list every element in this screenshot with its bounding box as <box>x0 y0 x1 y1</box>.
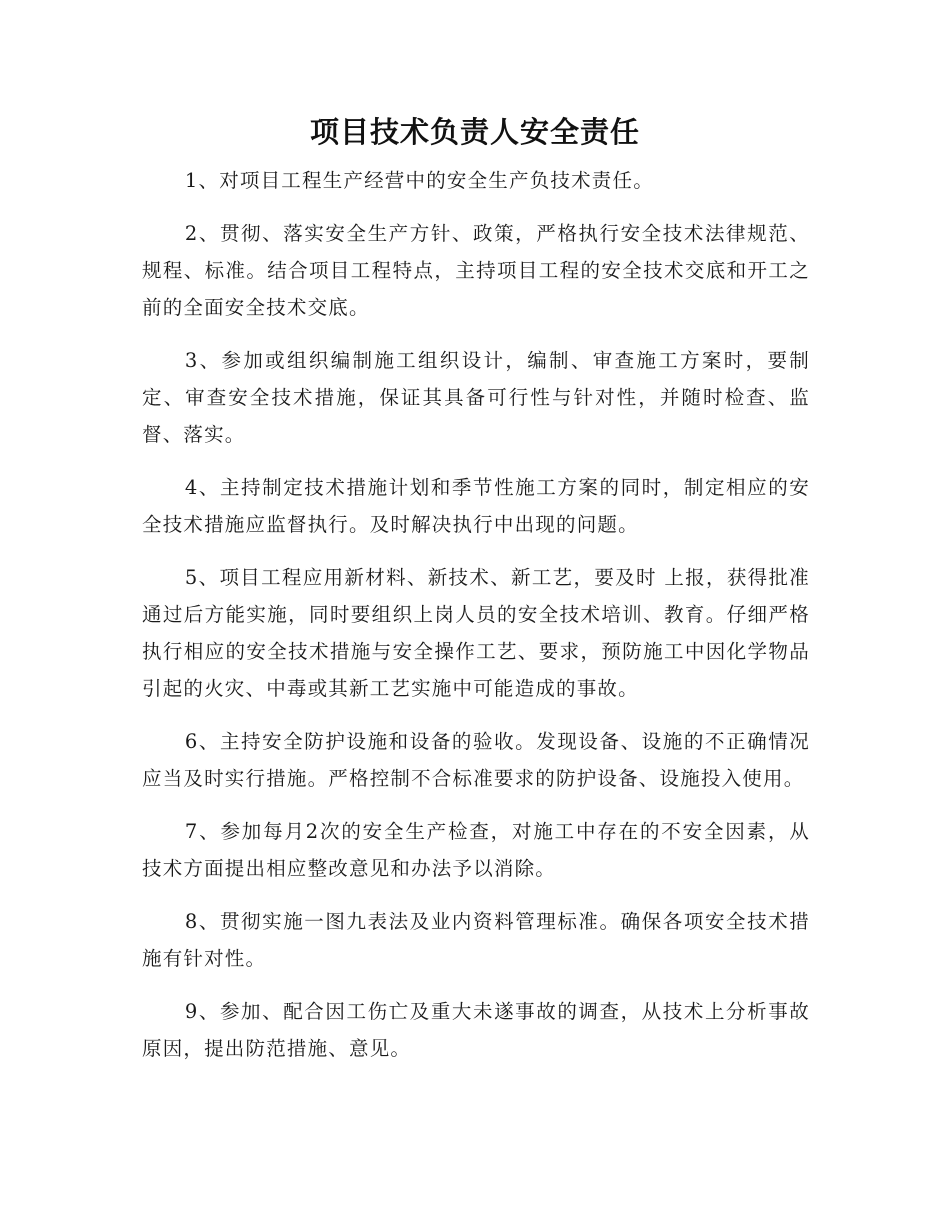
paragraph-5: 5、项目工程应用新材料、新技术、新工艺，要及时 上报，获得批准通过后方能实施，同时要组织上岗人员的安全技术培训、教育。仔细严格执行相应的安全技术措施与安全操作工艺、要求，预防施工中因化学物品引起的火灾、中毒或其新工艺实施中可能造成的事故。 <box>142 566 810 700</box>
paragraph-4: 4、主持制定技术措施计划和季节性施工方案的同时，制定相应的安全技术措施应监督执行。及时解决执行中出现的问题。 <box>142 476 810 536</box>
document-body <box>142 162 810 1083</box>
paragraph-9: 9、参加、配合因工伤亡及重大未遂事故的调查，从技术上分析事故原因，提出防范措施、意见。 <box>142 1000 810 1060</box>
paragraph-7: 7、参加每月2次的安全生产检查，对施工中存在的不安全因素，从技术方面提出相应整改意见和办法予以消除。 <box>142 820 810 880</box>
paragraph-2: 2、贯彻、落实安全生产方针、政策，严格执行安全技术法律规范、规程、标准。结合项目工程特点，主持项目工程的安全技术交底和开工之前的全面安全技术交底。 <box>142 222 810 319</box>
document-title: 项目技术负责人安全责任 <box>309 115 640 149</box>
paragraph-3: 3、参加或组织编制施工组织设计，编制、审查施工方案时，要制定、审查安全技术措施，保证其具备可行性与针对性，并随时检查、监督、落实。 <box>142 349 810 446</box>
paragraph-8: 8、贯彻实施一图九表法及业内资料管理标准。确保各项安全技术措施有针对性。 <box>142 910 810 970</box>
paragraph-1: 1、对项目工程生产经营中的安全生产负技术责任。 <box>184 169 654 192</box>
paragraph-6: 6、主持安全防护设施和设备的验收。发现设备、设施的不正确情况应当及时实行措施。严格控制不合标准要求的防护设备、设施投入使用。 <box>142 730 810 790</box>
